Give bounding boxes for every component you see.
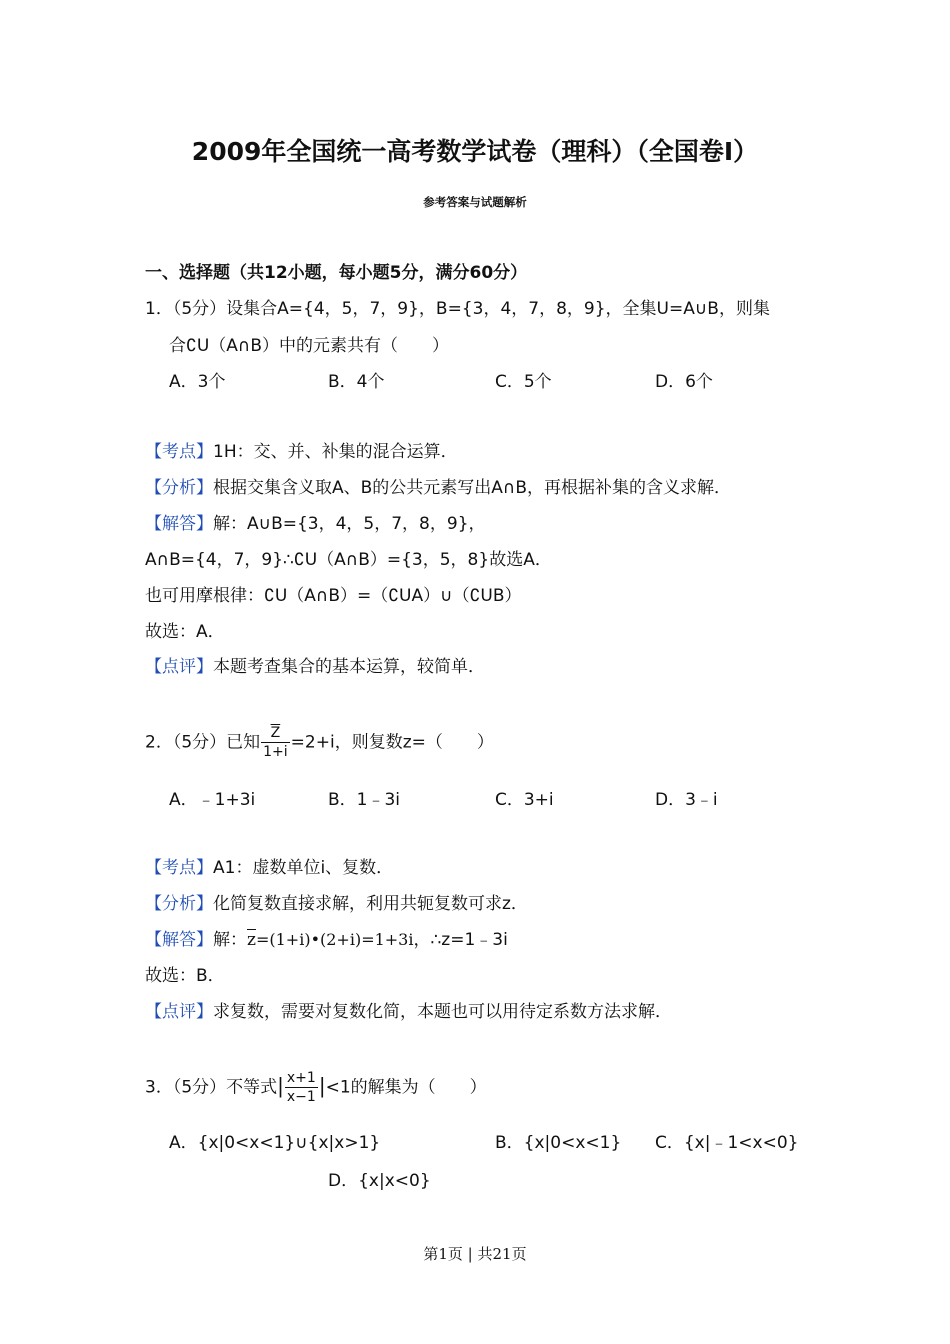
q1-solution-line4: 故选：A． bbox=[145, 622, 225, 642]
q2-stem bbox=[145, 724, 494, 761]
q2-fraction bbox=[261, 724, 290, 761]
q3-stem-prefix: 3．（5分）不等式 bbox=[145, 1077, 278, 1098]
kaodian-text: 1H：交、并、补集的混合运算． bbox=[213, 442, 458, 462]
fenxi-tag: 【分析】 bbox=[145, 894, 213, 914]
q2-dianping bbox=[145, 997, 672, 1022]
q1-dianping bbox=[145, 652, 485, 677]
abs-bar-right: | bbox=[318, 1073, 326, 1098]
q2-stem-suffix: =2+i，则复数z=（ ） bbox=[290, 732, 494, 753]
q2-solution-line2: 故选：B． bbox=[145, 966, 225, 986]
jieda-tag: 【解答】 bbox=[145, 514, 213, 534]
jieda-text: 解：A∪B={3，4，5，7，8，9}， bbox=[213, 514, 486, 534]
q3-fraction-denominator: x−1 bbox=[286, 1089, 316, 1105]
dianping-text: 本题考查集合的基本运算，较简单． bbox=[213, 657, 485, 677]
jieda-prefix: 解： bbox=[213, 930, 247, 950]
fenxi-tag: 【分析】 bbox=[145, 478, 213, 498]
q2-kaodian bbox=[145, 853, 393, 878]
z-conjugate: $\overline{z}$ bbox=[247, 930, 256, 950]
q2-option-b: B．1﹣3i bbox=[328, 790, 401, 810]
q2-option-c: C．3+i bbox=[495, 790, 554, 810]
fenxi-text: 化简复数直接求解，利用共轭复数可求z． bbox=[213, 894, 528, 914]
q2-option-d: D．3﹣i bbox=[655, 790, 718, 810]
jieda-tag: 【解答】 bbox=[145, 930, 213, 950]
q2-jieda bbox=[145, 925, 508, 950]
q2-fraction-denominator: 1+i bbox=[263, 744, 288, 760]
q1-stem-line1: 1．（5分）设集合A={4，5，7，9}，B={3，4，7，8，9}，全集U=A∪B，则集 bbox=[145, 299, 770, 319]
q3-option-d: D．{x|x<0} bbox=[328, 1171, 431, 1191]
q3-stem-suffix: <1的解集为（ ） bbox=[325, 1077, 487, 1098]
q1-option-c: C．5个 bbox=[495, 372, 552, 392]
q3-option-b: B．{x|0<x<1} bbox=[495, 1133, 622, 1153]
abs-bar-left: | bbox=[277, 1073, 284, 1098]
fenxi-text: 根据交集含义取A、B的公共元素写出A∩B，再根据补集的含义求解． bbox=[213, 478, 732, 498]
q3-stem bbox=[145, 1069, 487, 1106]
q1-option-d: D．6个 bbox=[655, 372, 713, 392]
q1-fenxi bbox=[145, 473, 731, 498]
dianping-tag: 【点评】 bbox=[145, 1002, 213, 1022]
q2-fraction-numerator: $\overline{Z}$ bbox=[261, 724, 290, 743]
kaodian-text: A1：虚数单位i、复数． bbox=[213, 858, 394, 878]
q1-jieda bbox=[145, 509, 486, 534]
q1-kaodian bbox=[145, 437, 458, 462]
q3-fraction-numerator: x+1 bbox=[286, 1070, 316, 1086]
q1-solution-line3: 也可用摩根律：∁U（A∩B）=（∁UA）∪（∁UB） bbox=[145, 586, 522, 606]
page-number: 第1页 | 共21页 bbox=[423, 1245, 527, 1263]
q2-option-a: A．﹣1+3i bbox=[169, 790, 256, 810]
q1-option-b: B．4个 bbox=[328, 372, 385, 392]
q3-fraction bbox=[285, 1069, 318, 1106]
document-subtitle: 参考答案与试题解析 bbox=[423, 195, 527, 209]
q1-option-a: A．3个 bbox=[169, 372, 226, 392]
q3-option-c: C．{x|﹣1<x<0} bbox=[655, 1133, 799, 1153]
q1-solution-line2: A∩B={4，7，9}∴∁U（A∩B）={3，5，8}故选A． bbox=[145, 550, 552, 570]
jieda-suffix: ，∴z=1﹣3i bbox=[413, 930, 508, 950]
q1-stem-line2: 合∁U（A∩B）中的元素共有（ ） bbox=[169, 336, 449, 356]
kaodian-tag: 【考点】 bbox=[145, 858, 213, 878]
jieda-expression: =(1+i)•(2+i)=1+3i bbox=[255, 930, 414, 949]
q2-fenxi bbox=[145, 889, 528, 914]
document-title: 2009年全国统一高考数学试卷（理科）（全国卷Ⅰ） bbox=[191, 137, 759, 166]
dianping-text: 求复数，需要对复数化简，本题也可以用待定系数方法求解． bbox=[213, 1002, 672, 1022]
q2-stem-prefix: 2．（5分）已知 bbox=[145, 732, 261, 753]
section-heading: 一、选择题（共12小题，每小题5分，满分60分） bbox=[145, 263, 528, 283]
kaodian-tag: 【考点】 bbox=[145, 442, 213, 462]
dianping-tag: 【点评】 bbox=[145, 657, 213, 677]
q3-option-a: A．{x|0<x<1}∪{x|x>1} bbox=[169, 1133, 381, 1153]
